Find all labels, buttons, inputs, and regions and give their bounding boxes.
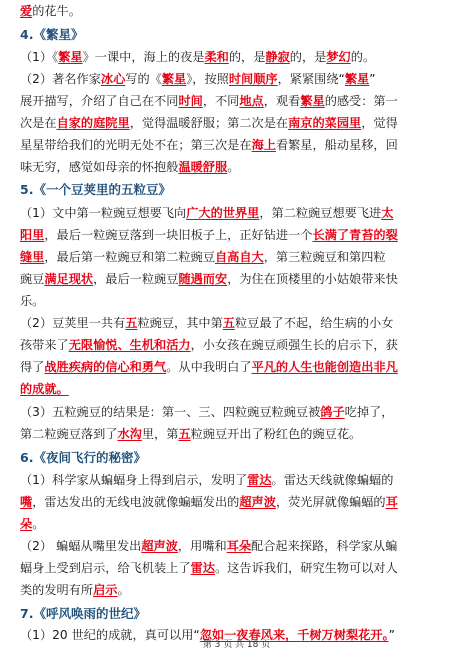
highlighted-term: 五: [125, 316, 138, 330]
text-segment: 类的发明有所: [20, 583, 94, 597]
text-segment: （2）豆荚里一共有: [20, 316, 126, 330]
text-line: [20, 404, 393, 420]
text-segment: 的。: [350, 50, 376, 64]
highlighted-term: 超声波: [239, 495, 276, 509]
text-segment: ”: [388, 628, 395, 642]
highlighted-term: 耳朵: [226, 539, 252, 553]
section-heading: [20, 27, 83, 43]
text-segment: ，荧光屏就像蝙蝠的: [275, 495, 386, 509]
highlighted-term: 长满了青苔的裂: [312, 228, 398, 242]
highlighted-term: 海上: [251, 138, 276, 152]
text-line: [20, 137, 398, 153]
highlighted-term: 雷达: [190, 561, 215, 575]
highlighted-term: 五: [178, 427, 191, 441]
highlighted-term: 无限愉悦、生机和活力: [68, 338, 191, 352]
highlighted-term: 繁星: [161, 72, 187, 86]
highlighted-term: 战胜疾病的信心和勇气: [44, 360, 167, 374]
text-segment: 的花牛。: [32, 4, 81, 18]
highlighted-term: 地点: [239, 94, 264, 108]
text-segment: 吃掉了，: [344, 405, 394, 419]
text-line: [20, 293, 44, 309]
highlighted-term: 水沟: [117, 427, 142, 441]
text-segment: 。这告诉我们，研究生物可以对人: [215, 561, 398, 575]
section-heading: [20, 182, 171, 198]
text-segment: ，为住在顶楼里的小姑娘带来快: [227, 272, 398, 286]
text-segment: 粒豌豆开出了粉红色的豌豆花。: [190, 427, 362, 441]
text-segment: 写的《: [125, 72, 162, 86]
text-line: [20, 227, 398, 243]
text-line: [20, 516, 44, 532]
text-segment: （1）文中第一粒豌豆想要飞向: [20, 206, 187, 220]
text-line: [20, 159, 239, 175]
text-line: [20, 249, 386, 265]
highlighted-term: 南京的菜园里: [288, 116, 362, 130]
text-segment: ，用嘴和: [177, 539, 227, 553]
text-segment: ，第二粒豌豆想要飞进: [259, 206, 382, 220]
text-line: [20, 205, 393, 221]
highlighted-term: 冰心: [100, 72, 126, 86]
highlighted-term: 五: [222, 316, 235, 330]
text-line: [20, 49, 375, 65]
highlighted-term: 爱: [20, 4, 33, 18]
text-segment: ，觉得温暖舒服；第二次是在: [129, 116, 289, 130]
text-segment: （3）五粒豌豆的结果是：第一、三、四粒豌豆粒豌豆被: [20, 405, 321, 419]
highlighted-term: 繁星: [344, 72, 370, 86]
highlighted-term: 阳里: [20, 228, 45, 242]
text-segment: 孩带来了: [20, 338, 69, 352]
text-line: [20, 115, 398, 131]
highlighted-term: 自高自大: [215, 250, 264, 264]
highlighted-term: 梦幻: [326, 50, 351, 64]
text-segment: 。: [32, 517, 45, 531]
text-line: [20, 315, 393, 331]
text-line: [20, 381, 69, 397]
text-segment: 展开描写，介绍了自己在不同: [20, 94, 179, 108]
text-segment: ，紧紧围绕“: [277, 72, 345, 86]
text-line: [20, 472, 393, 488]
highlighted-term: 时间: [178, 94, 203, 108]
text-segment: （1）科学家从蝙蝠身上得到启示，发明了: [20, 473, 248, 487]
text-segment: ，最后第一粒豌豆和第二粒豌豆: [44, 250, 215, 264]
heading-text: 5.《一个豆荚里的五粒豆》: [20, 182, 171, 197]
highlighted-term: 忽如一夜春风来，千树万树梨花开。: [199, 628, 389, 642]
highlighted-term: 温暖舒服: [178, 160, 228, 174]
highlighted-term: 繁星: [58, 50, 83, 64]
text-segment: ，观看: [263, 94, 301, 108]
text-segment: 。: [117, 583, 130, 597]
text-segment: ，最后一粒豌豆落到一块旧板子上，正好钻进一个: [44, 228, 313, 242]
text-segment: （1）《: [20, 50, 59, 64]
text-segment: 得了: [20, 360, 45, 374]
text-segment: 里，第: [141, 427, 179, 441]
highlighted-term: 雷达: [247, 473, 272, 487]
text-segment: 第二粒豌豆落到了: [20, 427, 118, 441]
text-segment: （2）著名作家: [20, 72, 101, 86]
text-segment: 味无穷，感觉如母亲的怀抱般: [20, 160, 179, 174]
text-segment: 次是在: [20, 116, 57, 130]
text-segment: 》一课中，海上的夜是: [82, 50, 205, 64]
text-segment: 的感受：第一: [324, 94, 398, 108]
highlighted-term: 时间顺序: [228, 72, 278, 86]
text-segment: 。: [227, 160, 240, 174]
text-line: [20, 71, 376, 87]
highlighted-term: 广大的世界里: [186, 206, 260, 220]
text-segment: 配合起来探路，科学家从蝙: [251, 539, 398, 553]
text-segment: 的，是: [289, 50, 327, 64]
highlighted-term: 自家的庭院里: [56, 116, 130, 130]
text-segment: 的，是: [228, 50, 266, 64]
heading-text: 4.《繁星》: [20, 27, 84, 42]
highlighted-term: 耳: [385, 495, 398, 509]
heading-text: 7.《呼风唤雨的世纪》: [20, 606, 146, 621]
highlighted-term: 静寂: [265, 50, 290, 64]
text-segment: ，不同: [202, 94, 240, 108]
text-segment: （1）20 世纪的成就，真可以用“: [20, 628, 200, 642]
text-line: [20, 93, 398, 109]
text-segment: ，觉得: [361, 116, 398, 130]
text-segment: 粒豌豆，其中第: [137, 316, 223, 330]
text-segment: 粒豆最了不起，给生病的小女: [234, 316, 394, 330]
text-segment: 》，按照: [186, 72, 229, 86]
highlighted-term: 启示: [93, 583, 118, 597]
highlighted-term: 朵: [20, 517, 33, 531]
text-segment: ，第三粒豌豆和第四粒: [263, 250, 386, 264]
text-segment: 蝠身上受到启示，给飞机装上了: [20, 561, 191, 575]
text-line: [20, 538, 397, 554]
page-footer: 第 3 页 共 18 页: [202, 640, 271, 650]
text-segment: 星星带给我们的光明无处不在；第三次是在: [20, 138, 252, 152]
text-segment: 乐。: [20, 294, 45, 308]
text-line: [20, 426, 361, 442]
section-heading: [20, 606, 146, 622]
highlighted-term: 平凡的人生也能创造出非凡: [251, 360, 398, 374]
highlighted-term: 满足现状: [44, 272, 94, 286]
section-heading: [20, 450, 146, 466]
text-segment: ，小女孩在豌豆顽强生长的启示下，获: [190, 338, 398, 352]
text-line: [20, 337, 398, 353]
text-line: [20, 582, 130, 598]
text-segment: （2） 蝙蝠从嘴里发出: [20, 539, 142, 553]
text-segment: ”: [369, 72, 376, 86]
text-segment: ，最后一粒豌豆: [93, 272, 179, 286]
text-line: [20, 3, 81, 19]
highlighted-term: 超声波: [141, 539, 178, 553]
text-segment: 看繁星，船动星移，回: [275, 138, 398, 152]
text-segment: 。从中我明白了: [166, 360, 252, 374]
text-segment: 。雷达天线就像蝙蝠的: [271, 473, 394, 487]
highlighted-term: 缝里: [20, 250, 45, 264]
highlighted-term: 繁星: [300, 94, 325, 108]
highlighted-term: 鸽子: [320, 405, 345, 419]
highlighted-term: 随遇而安: [178, 272, 228, 286]
highlighted-term: 太: [381, 206, 394, 220]
text-line: [20, 560, 398, 576]
highlighted-term: 嘴: [20, 495, 33, 509]
text-line: [20, 271, 398, 287]
heading-text: 6.《夜间飞行的秘密》: [20, 450, 146, 465]
text-segment: 豌豆: [20, 272, 45, 286]
highlighted-term: 的成就。: [20, 382, 69, 396]
text-segment: ，雷达发出的无线电波就像蝙蝠发出的: [32, 495, 240, 509]
text-line: [20, 359, 398, 375]
highlighted-term: 柔和: [204, 50, 229, 64]
text-line: [20, 494, 398, 510]
